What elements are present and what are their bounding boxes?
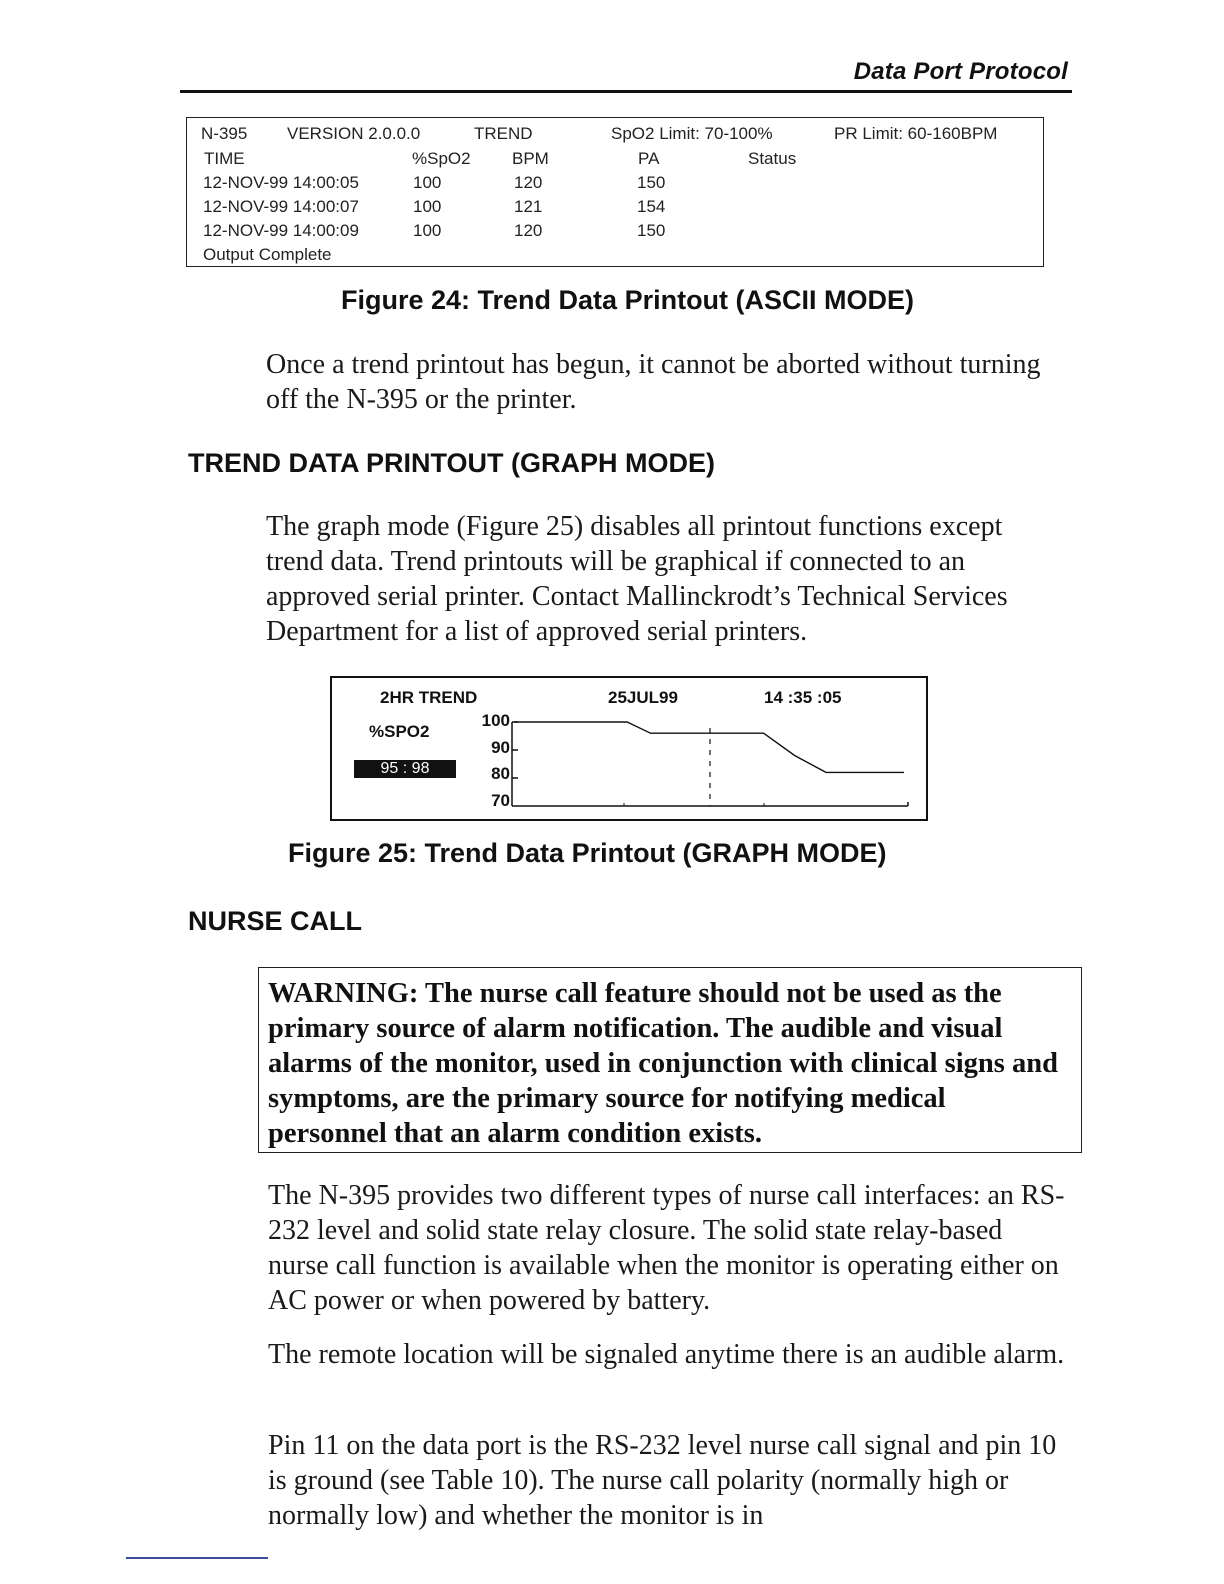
- graph-time: 14 :35 :05: [764, 688, 842, 707]
- current-reading: 95 : 98: [354, 760, 456, 778]
- ascii-trend-printout: [186, 117, 1044, 267]
- y-tick-label: 70: [491, 791, 510, 810]
- y-tick-label: 80: [491, 764, 510, 783]
- row-spo2: 100: [413, 197, 442, 216]
- paragraph-remote-signal: The remote location will be signaled anytime there is an audible alarm.: [268, 1339, 1065, 1370]
- row-time: 12-NOV-99 14:00:07: [203, 197, 359, 216]
- warning-box: WARNING: The nurse call feature should not be used as the primary source of alarm notification. The audible and visual alarms of the monitor, used in conjunction with clinical signs and symptoms, are the primary source for notifying medical personnel that an alarm condition exists.: [258, 967, 1082, 1153]
- printout-spo2-limit: SpO2 Limit: 70-100%: [611, 124, 773, 143]
- row-pa: 150: [637, 173, 666, 192]
- figure-24-caption: Figure 24: Trend Data Printout (ASCII MODE): [341, 285, 915, 315]
- graph-date: 25JUL99: [608, 688, 678, 707]
- page-header-title: Data Port Protocol: [853, 58, 1068, 85]
- header-rule: [180, 90, 1072, 93]
- printout-pr-limit: PR Limit: 60-160BPM: [834, 124, 998, 143]
- column-time: TIME: [204, 149, 245, 168]
- row-bpm: 121: [514, 197, 543, 216]
- column-pa: PA: [638, 149, 660, 168]
- column-bpm: BPM: [512, 149, 549, 168]
- heading-graph-mode: TREND DATA PRINTOUT (GRAPH MODE): [188, 448, 715, 478]
- printout-mode: TREND: [474, 124, 533, 143]
- row-pa: 154: [637, 197, 666, 216]
- row-time: 12-NOV-99 14:00:09: [203, 221, 359, 240]
- trend-plot: [332, 678, 926, 819]
- paragraph-pin-11: Pin 11 on the data port is the RS-232 level nurse call signal and pin 10 is ground (see Table 10). The nurse call polarity (normally high or normally low) and whether the monitor is in: [268, 1430, 1057, 1531]
- graph-param-label: %SPO2: [369, 722, 430, 741]
- row-pa: 150: [637, 221, 666, 240]
- row-spo2: 100: [413, 173, 442, 192]
- row-time: 12-NOV-99 14:00:05: [203, 173, 359, 192]
- graph-trend-printout: [330, 676, 928, 821]
- y-tick-label: 90: [491, 738, 510, 757]
- printout-footer: Output Complete: [203, 245, 332, 264]
- row-bpm: 120: [514, 221, 543, 240]
- row-bpm: 120: [514, 173, 543, 192]
- heading-nurse-call: NURSE CALL: [188, 906, 362, 936]
- spo2-trend-line: [514, 722, 904, 772]
- footnote-rule: [126, 1557, 268, 1559]
- column-status: Status: [748, 149, 797, 168]
- printout-version: VERSION 2.0.0.0: [287, 124, 421, 143]
- figure-25-caption: Figure 25: Trend Data Printout (GRAPH MODE): [288, 838, 887, 868]
- paragraph-nurse-call-interfaces: The N-395 provides two different types of nurse call interfaces: an RS-232 level and solid state relay closure. The solid state relay-based nurse call function is available when the monitor is operating either on AC power or when powered by battery.: [268, 1180, 1065, 1316]
- column-spo2: %SpO2: [412, 149, 471, 168]
- printout-model: N-395: [201, 124, 248, 143]
- y-tick-label: 100: [481, 711, 510, 730]
- graph-title: 2HR TREND: [380, 688, 478, 707]
- row-spo2: 100: [413, 221, 442, 240]
- paragraph-trend-abort: Once a trend printout has begun, it cannot be aborted without turning off the N-395 or the printer.: [266, 349, 1041, 415]
- paragraph-graph-mode: The graph mode (Figure 25) disables all printout functions except trend data. Trend printouts will be graphical if connected to an approved serial printer. Contact Mallinckrodt’s Technical Services Department for a list of approved serial printers.: [266, 511, 1008, 647]
